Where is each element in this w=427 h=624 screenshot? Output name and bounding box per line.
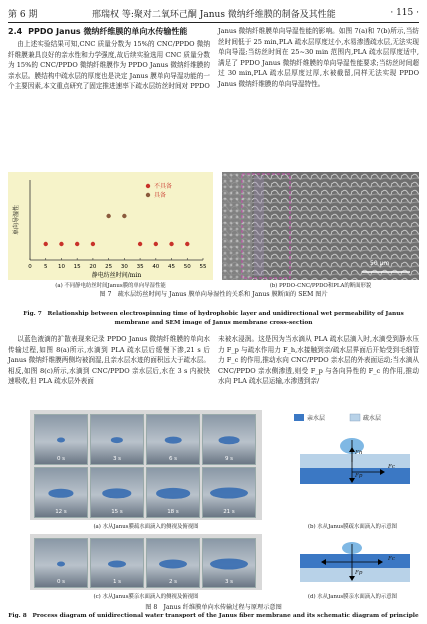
sem-image — [222, 172, 419, 280]
data-point — [185, 242, 189, 246]
figure-8 — [8, 406, 419, 624]
sem-texture — [222, 172, 419, 280]
page-number: · 115 · — [390, 8, 419, 18]
fig7-sub-a: (a) 不同静电纺丝时间Janus膜的单向导湿性能 — [55, 283, 166, 289]
photo-frame — [90, 467, 144, 518]
blue-droplet — [57, 561, 65, 566]
legend-hydrophobic-label: 疏水层 — [363, 415, 382, 422]
x-axis-label: 静电纺丝时间/min — [91, 272, 142, 279]
left-paragraph: 由上述实验结果可知,CNC 质量分数为 15%的 CNC/PPDO 微纳纤维膜兼具良好的亲水性和力学强度,故后续实验选用 CNC 质量分数为 15%的 CNC/PPDO 微纳纤维膜作为 PPDO Janus 微纳纤维膜的亲水层。膜结构中疏水层的厚度也是决定 Janus 膜单向导湿功能的一个主要因素,本文重点研究了固定推进速率下疏水层纺丝时间对 PPDO — [8, 40, 210, 91]
left-column-top — [8, 26, 210, 92]
running-header — [8, 6, 419, 20]
x-tick-label: 0 — [28, 264, 32, 270]
data-point — [59, 242, 63, 246]
x-tick-label: 30 — [120, 264, 128, 270]
legend-hydrophilic-swatch — [294, 414, 304, 421]
fig8-sub-d: (d) 水从Janus膜亲水面滴入的示意图 — [307, 594, 398, 600]
photo-frame — [146, 538, 200, 588]
x-tick-label: 55 — [199, 264, 207, 270]
scale-bar-label: 50 μm — [370, 260, 390, 267]
photo-frame — [202, 538, 256, 588]
header-rule — [8, 22, 419, 23]
x-tick-label: 15 — [73, 264, 81, 270]
time-label: 15 s — [111, 509, 123, 515]
blue-droplet — [57, 438, 65, 443]
x-tick-label: 40 — [152, 264, 160, 270]
data-point — [44, 242, 48, 246]
label-fh: Fh — [355, 450, 363, 456]
x-tick-label: 45 — [168, 264, 176, 270]
fig8-sub-c: (c) 水从Janus膜亲水面滴入的侧视及俯视图 — [93, 594, 199, 600]
fig7-caption-en: Fig. 7 Relationship between electrospinning time of hydrophobic layer and unidirectional wet permeability of Janus membrane and SEM image of Janus membrane cross-section — [23, 311, 404, 326]
label-fc-d: Fc — [388, 556, 395, 562]
legend-hydrophilic-label: 亲水层 — [307, 415, 326, 422]
photo-frame — [202, 467, 256, 518]
time-label: 1 s — [112, 579, 122, 585]
data-point — [169, 242, 173, 246]
x-tick-label: 25 — [105, 264, 113, 270]
legend-hydrophobic-swatch — [350, 414, 360, 421]
right-paragraph: Janus 微纳纤维膜单向导湿性能的影响。如图 7(a)和 7(b)所示,当纺丝时间低于 25 min,PLA 疏水层厚度过小,水易渗透疏水层,无法实现单向导湿;当纺丝时间在 25~30 min 范围内,PLA 疏水层厚度适中,满足了 PPDO Janus 微纳纤维膜的单向导湿性能要求;当纺丝时间超过 30 min,PLA 疏水层厚度过厚,水被截留,同样无法实现 PPDO Janus 微纳纤维膜的单向导湿特性。 — [218, 27, 419, 88]
time-label: 18 s — [167, 509, 179, 515]
right-column-mid — [218, 334, 419, 387]
x-tick-label: 5 — [43, 264, 48, 270]
blue-droplet — [165, 437, 182, 444]
photo-frame — [34, 538, 88, 588]
x-tick-label: 20 — [89, 264, 97, 270]
fig8-caption-en: Fig. 8 Process diagram of unidirectional water transport of the Janus fiber membrane and its schematic diagram of principle — [8, 613, 419, 619]
x-tick-label: 50 — [183, 264, 191, 270]
right-paragraph-2: 未被水浸润。这是因为当水滴从 PLA 疏水层滴入时,水滴受到静水压力 F_p 与疏水作用力 F_h,水接触到亲/疏水层界面后开始受到毛细管力 F_c 的作用,推动水向 CNC/PPDO 亲水层的外表面运动;当水滴从 CNC/PPDO 亲水侧渗透,则受 F_p 与各向异性的 F_c 的作用,推动水向 PLA 疏水层运输,水渗透到亲/ — [218, 335, 419, 386]
blue-droplet — [108, 560, 126, 567]
left-column-mid — [8, 334, 210, 387]
data-point — [154, 242, 158, 246]
blue-droplet — [210, 488, 248, 499]
time-label: 0 s — [56, 579, 66, 585]
data-point — [106, 214, 110, 218]
photo-frame — [90, 414, 144, 465]
photo-frame — [90, 538, 144, 588]
running-title: 邢瑞权 等:聚对二氧环己酮 Janus 微纳纤维膜的制备及其性能 — [92, 9, 336, 20]
fig8-caption-cn: 图 8 Janus 纤维膜单向水传输过程与原理示意图 — [145, 604, 282, 611]
photo-grid-c — [30, 534, 262, 590]
diagram-b — [290, 410, 415, 520]
issue-number: 第 6 期 — [8, 9, 38, 20]
time-label: 12 s — [55, 509, 67, 515]
label-fc: Fc — [388, 464, 395, 470]
photo-frame — [34, 414, 88, 465]
time-label: 0 s — [56, 456, 66, 462]
blue-droplet — [48, 489, 73, 497]
fig7-caption-cn: 图 7 疏水层纺丝时间与 Janus 膜单向导湿性的关系和 Janus 膜断面的 SEM 图片 — [99, 291, 328, 298]
section-heading: 2.4 PPDO Janus 微纳纤维膜的单向水传输性能 — [8, 27, 188, 36]
label-fp: Fp — [355, 473, 363, 479]
fig8-sub-a: (a) 水从Janus膜疏水面滴入的侧视及俯视图 — [93, 524, 199, 530]
legend-label: 不具备 — [154, 183, 173, 190]
blue-droplet — [156, 488, 190, 498]
blue-droplet — [219, 437, 240, 445]
legend-marker — [146, 193, 150, 197]
fig7-sub-b: (b) PPDO-CNC/PPDO和PLA的断面形貌 — [269, 283, 372, 289]
blue-droplet — [210, 558, 248, 569]
data-point — [91, 242, 95, 246]
data-point — [75, 242, 79, 246]
time-label: 21 s — [223, 509, 235, 515]
blue-droplet — [102, 489, 131, 498]
label-fp-d: Fp — [355, 570, 363, 576]
photo-grid-a — [30, 410, 262, 520]
data-point — [138, 242, 142, 246]
legend-marker — [146, 184, 150, 188]
blue-droplet — [111, 438, 123, 444]
time-label: 2 s — [168, 579, 178, 585]
x-tick-label: 10 — [57, 264, 65, 270]
photo-frame — [34, 467, 88, 518]
time-label: 9 s — [224, 456, 234, 462]
photo-frame — [202, 414, 256, 465]
scatter-chart — [8, 172, 213, 280]
photo-frame — [146, 467, 200, 518]
right-column-top — [218, 26, 419, 90]
blue-droplet — [159, 559, 187, 568]
fig8-sub-b: (b) 水从Janus膜疏水面滴入的示意图 — [307, 524, 398, 530]
left-paragraph-2: 以蓝色液滴的扩散表现来记录 PPDO Janus 微纳纤维膜的单向水传输过程,如图 8(a)所示,水滴到 PLA 疏水层后缓慢下渗,21 s 后 Janus 微纳纤维膜两侧均被润湿,且亲水层水迹的面积远大于疏水层。相反,如图 8(c)所示,水滴到 CNC/PPDO 亲水层后,水在 3 s 内被快速吸收,但 PLA 疏水层外表面 — [8, 335, 210, 386]
y-axis-label: 单向导湿性 — [13, 204, 20, 236]
time-label: 3 s — [224, 579, 234, 585]
photo-frame — [146, 414, 200, 465]
x-tick-label: 35 — [136, 264, 144, 270]
time-label: 6 s — [168, 456, 178, 462]
data-point — [122, 214, 126, 218]
figure-7 — [8, 172, 419, 304]
legend-label: 具备 — [154, 192, 167, 199]
time-label: 3 s — [112, 456, 122, 462]
diagram-d — [290, 534, 415, 590]
